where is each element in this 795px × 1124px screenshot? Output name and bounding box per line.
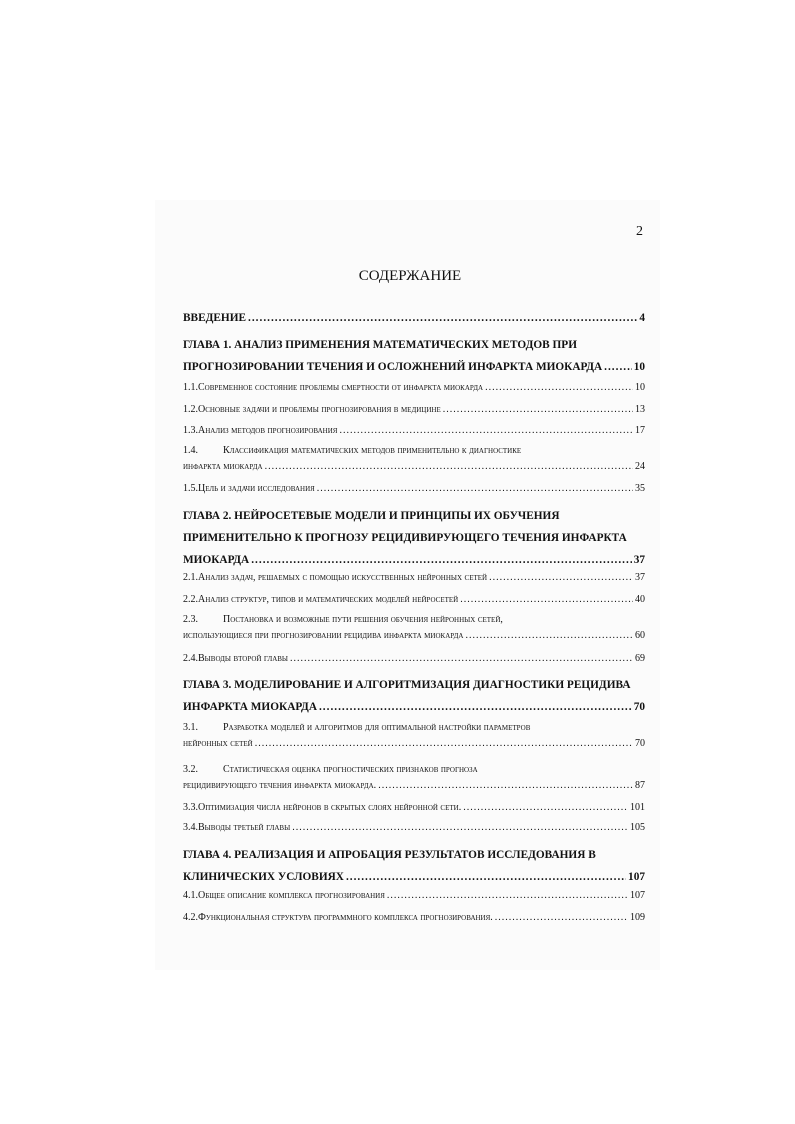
toc-entry-text: ПРИМЕНИТЕЛЬНО К ПРОГНОЗУ РЕЦИДИВИРУЮЩЕГО ТЕЧЕНИЯ ИНФАРКТА — [183, 532, 627, 544]
toc-section-number: 3.1. — [183, 722, 198, 733]
toc-section-number: 2.4. — [183, 653, 198, 664]
toc-section-entry[interactable] — [183, 910, 645, 926]
toc-page-number: 69 — [635, 653, 645, 664]
toc-section-entry[interactable] — [183, 443, 645, 475]
dot-leader — [485, 380, 633, 396]
toc-entry-text: Общее описание комплекса прогнозирования — [198, 890, 385, 901]
toc-page-number: 107 — [630, 890, 645, 901]
dot-leader — [255, 736, 633, 752]
toc-entry-text: ГЛАВА 4. РЕАЛИЗАЦИЯ И АПРОБАЦИЯ РЕЗУЛЬТАТОВ ИССЛЕДОВАНИЯ В — [183, 849, 596, 861]
toc-section-entry[interactable] — [183, 720, 645, 752]
toc-entry-text: Классификация математических методов применительно к диагностике — [223, 445, 522, 456]
dot-leader — [265, 459, 633, 475]
toc-page-number: 109 — [630, 912, 645, 923]
toc-entry-text: Основные задачи и проблемы прогнозирования в медицине — [198, 404, 441, 415]
toc-page-number: 87 — [635, 780, 645, 791]
toc-section-entry[interactable] — [183, 423, 645, 439]
dot-leader — [346, 866, 626, 888]
toc-page-number: 37 — [635, 572, 645, 583]
toc-page-number: 105 — [630, 822, 645, 833]
toc-section-entry[interactable] — [183, 402, 645, 418]
toc-entry-text: Оптимизация числа нейронов в скрытых слоях нейронной сети. — [198, 802, 462, 813]
dot-leader — [292, 820, 628, 836]
toc-section-number: 1.2. — [183, 404, 198, 415]
toc-section-number: 3.2. — [183, 764, 198, 775]
dot-leader — [489, 570, 633, 586]
toc-entry-text: ГЛАВА 3. МОДЕЛИРОВАНИЕ И АЛГОРИТМИЗАЦИЯ ДИАГНОСТИКИ РЕЦИДИВА — [183, 679, 631, 691]
toc-chapter-entry[interactable] — [183, 334, 645, 378]
toc-entry-text: Постановка и возможные пути решения обучения нейронных сетей, — [223, 614, 503, 625]
toc-section-number: 4.1. — [183, 890, 198, 901]
toc-section-number: 3.4. — [183, 822, 198, 833]
toc-section-entry[interactable] — [183, 612, 645, 644]
toc-section-number: 4.2. — [183, 912, 198, 923]
toc-section-entry[interactable] — [183, 651, 645, 667]
toc-page-number: 37 — [633, 554, 645, 566]
toc-entry-text: Современное состояние проблемы смертности от инфаркта миокарда — [198, 382, 484, 393]
toc-page-number: 17 — [635, 425, 645, 436]
toc-page-number: 4 — [639, 312, 645, 324]
toc-section-number: 1.1. — [183, 382, 198, 393]
toc-entry-text: нейронных сетей — [183, 738, 253, 749]
toc-page-number: 13 — [635, 404, 645, 415]
toc-entry-text: рецидивирующего течения инфаркта миокарда. — [183, 780, 377, 791]
toc-section-number: 1.5. — [183, 483, 198, 494]
toc-entry-line — [183, 844, 645, 866]
dot-leader — [319, 696, 632, 718]
toc-entry-text: Выводы третьей главы — [198, 822, 291, 833]
toc-section-entry[interactable] — [183, 592, 645, 608]
toc-page-number: 10 — [635, 382, 645, 393]
toc-page-number: 101 — [630, 802, 645, 813]
toc-entry-text: Статистическая оценка прогностических признаков прогноза — [223, 764, 478, 775]
toc-entry-text: МИОКАРДА — [183, 554, 250, 566]
toc-entry-text: использующиеся при прогнозировании рецидива инфаркта миокарда — [183, 630, 464, 641]
toc-section-entry[interactable] — [183, 762, 645, 794]
toc-chapter-entry[interactable] — [183, 307, 645, 329]
toc-entry-text: Функциональная структура программного комплекса прогнозирования. — [198, 912, 493, 923]
toc-entry-line — [183, 674, 645, 696]
toc-entry-text: Выводы второй главы — [198, 653, 289, 664]
toc-entry-text: Анализ методов прогнозирования — [198, 425, 338, 436]
toc-section-number: 1.3. — [183, 425, 198, 436]
dot-leader — [290, 651, 633, 667]
toc-entry-line — [183, 612, 645, 628]
toc-entry-text: Разработка моделей и алгоритмов для оптимальной настройки параметров — [223, 722, 531, 733]
dot-leader — [460, 592, 633, 608]
toc-page-number: 40 — [635, 594, 645, 605]
toc-section-number: 2.3. — [183, 614, 198, 625]
toc-page-number: 70 — [635, 738, 645, 749]
toc-chapter-entry[interactable] — [183, 844, 645, 888]
toc-entry-line — [183, 527, 645, 549]
toc-section-number: 2.1. — [183, 572, 198, 583]
toc-entry-line — [183, 505, 645, 527]
dot-leader — [339, 423, 633, 439]
toc-entry-line — [183, 334, 645, 356]
toc-section-number: 3.3. — [183, 802, 198, 813]
toc-section-entry[interactable] — [183, 820, 645, 836]
toc-entry-text: ПРОГНОЗИРОВАНИИ ТЕЧЕНИЯ И ОСЛОЖНЕНИЙ ИНФАРКТА МИОКАРДА — [183, 361, 603, 373]
dot-leader — [495, 910, 628, 926]
toc-section-number: 2.2. — [183, 594, 198, 605]
toc-page-number: 10 — [633, 361, 645, 373]
dot-leader — [463, 800, 628, 816]
toc-entry-text: Цель и задачи исследования — [198, 483, 315, 494]
toc-entry-text: Анализ задач, решаемых с помощью искусственных нейронных сетей — [198, 572, 488, 583]
toc-section-entry[interactable] — [183, 481, 645, 497]
toc-page-number: 70 — [633, 701, 645, 713]
dot-leader — [387, 888, 628, 904]
toc-entry-text: ИНФАРКТА МИОКАРДА — [183, 701, 317, 713]
toc-page-number: 60 — [635, 630, 645, 641]
toc-entry-text: КЛИНИЧЕСКИХ УСЛОВИЯХ — [183, 871, 344, 883]
toc-section-entry[interactable] — [183, 888, 645, 904]
toc-entry-text: ГЛАВА 1. АНАЛИЗ ПРИМЕНЕНИЯ МАТЕМАТИЧЕСКИХ МЕТОДОВ ПРИ — [183, 339, 577, 351]
page-number: 2 — [636, 224, 643, 239]
dot-leader — [465, 628, 633, 644]
toc-entry-line — [183, 443, 645, 459]
toc-entry-line — [183, 720, 645, 736]
toc-entry-text: ВВЕДЕНИЕ — [183, 312, 247, 324]
dot-leader — [317, 481, 633, 497]
dot-leader — [251, 549, 631, 571]
toc-entry-line — [183, 762, 645, 778]
toc-page-number: 35 — [635, 483, 645, 494]
toc-page-number: 24 — [635, 461, 645, 472]
toc-page-number: 107 — [628, 871, 645, 883]
dot-leader — [443, 402, 633, 418]
toc-entry-text: ГЛАВА 2. НЕЙРОСЕТЕВЫЕ МОДЕЛИ И ПРИНЦИПЫ ИХ ОБУЧЕНИЯ — [183, 510, 560, 522]
toc-section-number: 1.4. — [183, 445, 198, 456]
dot-leader — [604, 356, 632, 378]
toc-section-entry[interactable] — [183, 800, 645, 816]
toc-section-entry[interactable] — [183, 570, 645, 586]
dot-leader — [248, 307, 637, 329]
toc-chapter-entry[interactable] — [183, 674, 645, 718]
toc-title: СОДЕРЖАНИЕ — [358, 268, 462, 284]
toc-chapter-entry[interactable] — [183, 505, 645, 571]
dot-leader — [378, 778, 633, 794]
toc-section-entry[interactable] — [183, 380, 645, 396]
toc-entry-text: Анализ структур, типов и математических моделей нейросетей — [198, 594, 459, 605]
toc-entry-text: инфаркта миокарда — [183, 461, 263, 472]
